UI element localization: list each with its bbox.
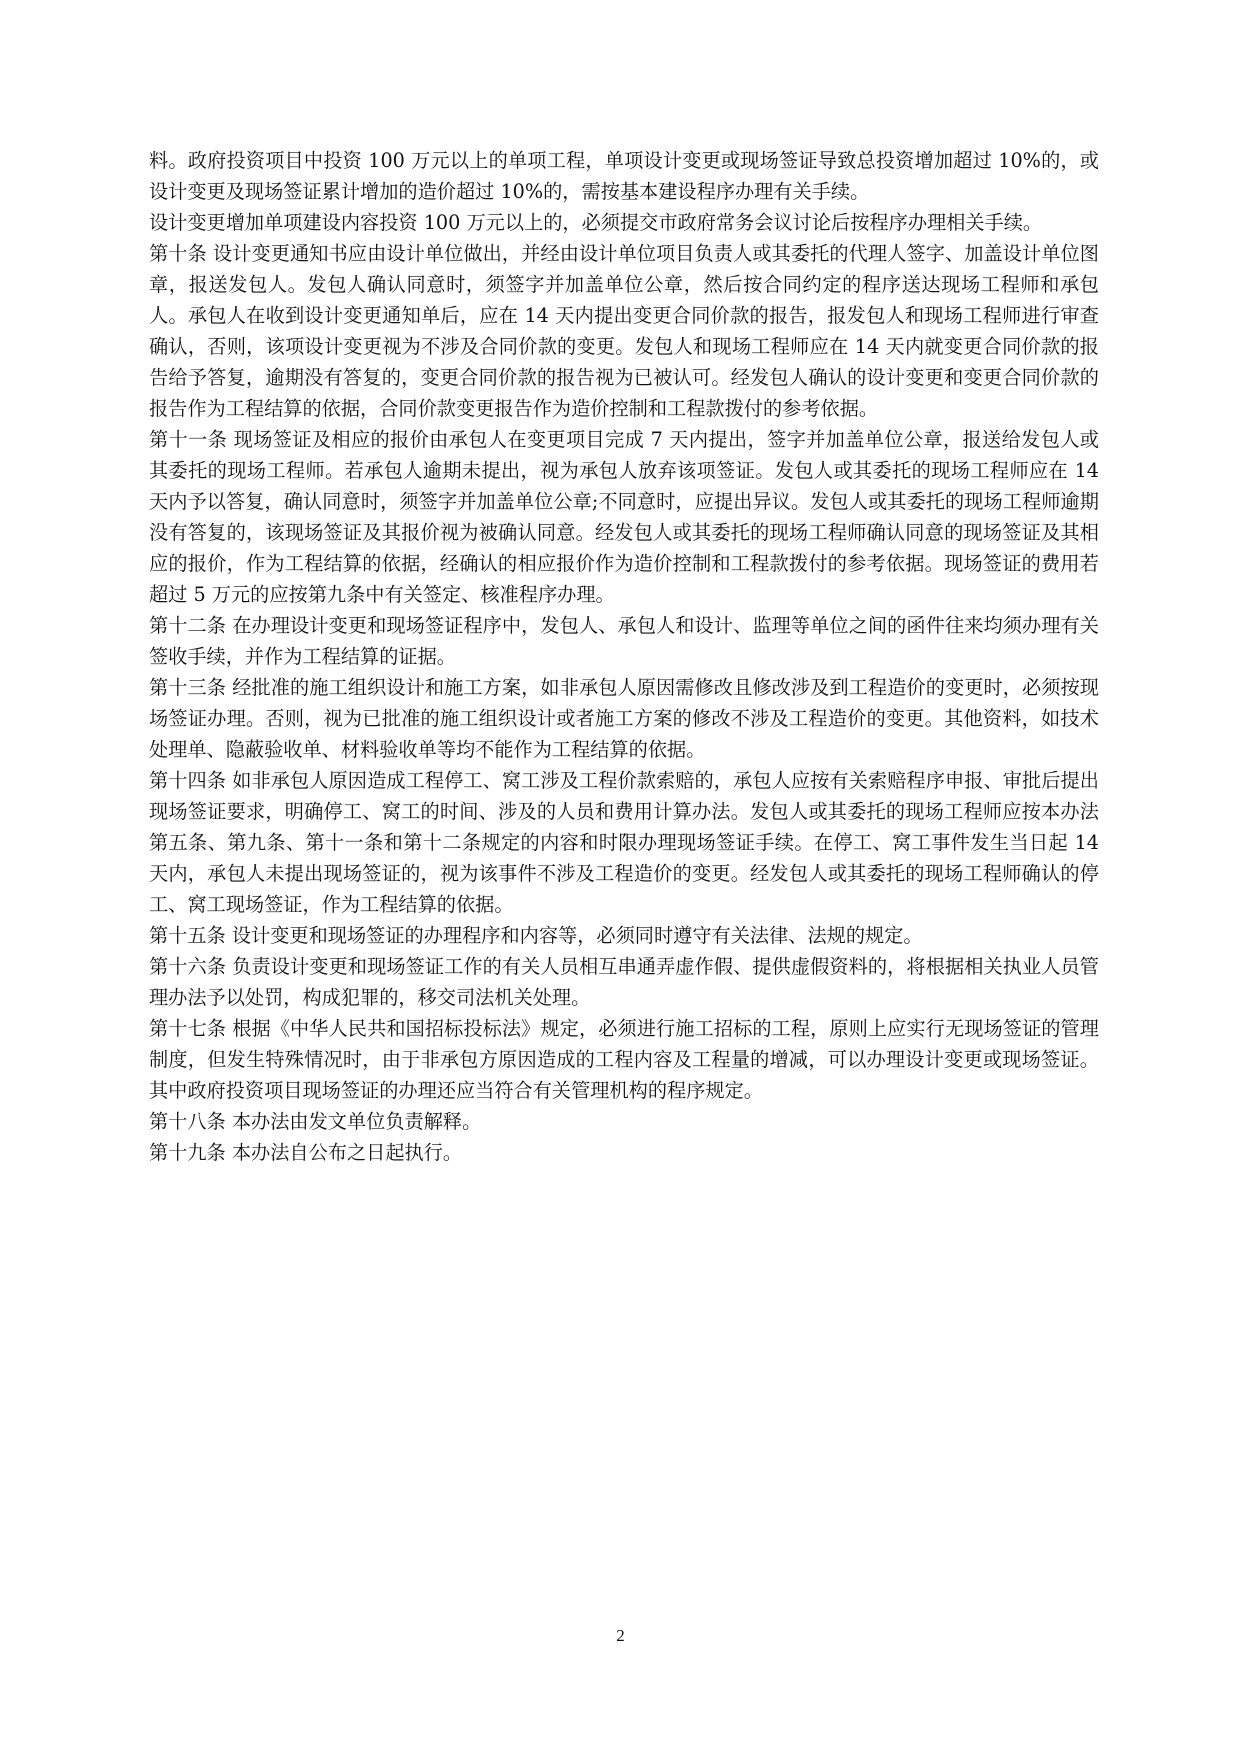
article-11: 第十一条 现场签证及相应的报价由承包人在变更项目完成 7 天内提出，签字并加盖单位公章，报送给发包人或其委托的现场工程师。若承包人逾期未提出，视为承包人放弃该项签证。发包人或其委托的现场工程师应在 14 天内予以答复，确认同意时，须签字并加盖单位公章;不同意时，应提出异议。发包人或其委托的现场工程师逾期没有答复的，该现场签证及其报价视为被确认同意。经发包人或其委托的现场工程师确认同意的现场签证及其相应的报价，作为工程结算的依据，经确认的相应报价作为造价控制和工程款拨付的参考依据。现场签证的费用若超过 5 万元的应按第九条中有关签定、核准程序办理。 — [149, 428, 1099, 606]
article-13: 第十三条 经批准的施工组织设计和施工方案，如非承包人原因需修改且修改涉及到工程造价的变更时，必须按现场签证办理。否则，视为已批准的施工组织设计或者施工方案的修改不涉及工程造价的变更。其他资料，如技术处理单、隐蔽验收单、材料验收单等均不能作为工程结算的依据。 — [149, 676, 1099, 761]
article-14: 第十四条 如非承包人原因造成工程停工、窝工涉及工程价款索赔的，承包人应按有关索赔程序申报、审批后提出现场签证要求，明确停工、窝工的时间、涉及的人员和费用计算办法。发包人或其委托的现场工程师应按本办法第五条、第九条、第十一条和第十二条规定的内容和时限办理现场签证手续。在停工、窝工事件发生当日起 14 天内，承包人未提出现场签证的，视为该事件不涉及工程造价的变更。经发包人或其委托的现场工程师确认的停工、窝工现场签证，作为工程结算的依据。 — [149, 769, 1099, 916]
paragraph-continuation: 料。政府投资项目中投资 100 万元以上的单项工程，单项设计变更或现场签证导致总投资增加超过 10%的，或设计变更及现场签证累计增加的造价超过 10%的，需按基本建设程序办理有关手续。 — [149, 149, 1099, 203]
paragraph-design-change-investment: 设计变更增加单项建设内容投资 100 万元以上的，必须提交市政府常务会议讨论后按程序办理相关手续。 — [149, 211, 1043, 234]
article-18: 第十八条 本办法由发文单位负责解释。 — [149, 1110, 482, 1133]
page-number: 2 — [616, 1626, 625, 1645]
article-19: 第十九条 本办法自公布之日起执行。 — [149, 1141, 463, 1164]
article-10: 第十条 设计变更通知书应由设计单位做出，并经由设计单位项目负责人或其委托的代理人签字、加盖设计单位图章，报送发包人。发包人确认同意时，须签字并加盖单位公章，然后按合同约定的程序送达现场工程师和承包人。承包人在收到设计变更通知单后，应在 14 天内提出变更合同价款的报告，报发包人和现场工程师进行审查确认，否则，该项设计变更视为不涉及合同价款的变更。发包人和现场工程师应在 14 天内就变更合同价款的报告给予答复，逾期没有答复的，变更合同价款的报告视为已被认可。经发包人确认的设计变更和变更合同价款的报告作为工程结算的依据，合同价款变更报告作为造价控制和工程款拨付的参考依据。 — [149, 242, 1099, 420]
article-17: 第十七条 根据《中华人民共和国招标投标法》规定，必须进行施工招标的工程，原则上应实行无现场签证的管理制度，但发生特殊情况时，由于非承包方原因造成的工程内容及工程量的增减，可以办理设计变更或现场签证。其中政府投资项目现场签证的办理还应当符合有关管理机构的程序规定。 — [149, 1017, 1099, 1102]
body-text — [149, 145, 1099, 1168]
article-12: 第十二条 在办理设计变更和现场签证程序中，发包人、承包人和设计、监理等单位之间的函件往来均须办理有关签收手续，并作为工程结算的证据。 — [149, 614, 1099, 668]
article-15: 第十五条 设计变更和现场签证的办理程序和内容等，必须同时遵守有关法律、法规的规定。 — [149, 924, 923, 947]
article-16: 第十六条 负责设计变更和现场签证工作的有关人员相互串通弄虚作假、提供虚假资料的，将根据相关执业人员管理办法予以处罚，构成犯罪的，移交司法机关处理。 — [149, 955, 1099, 1009]
